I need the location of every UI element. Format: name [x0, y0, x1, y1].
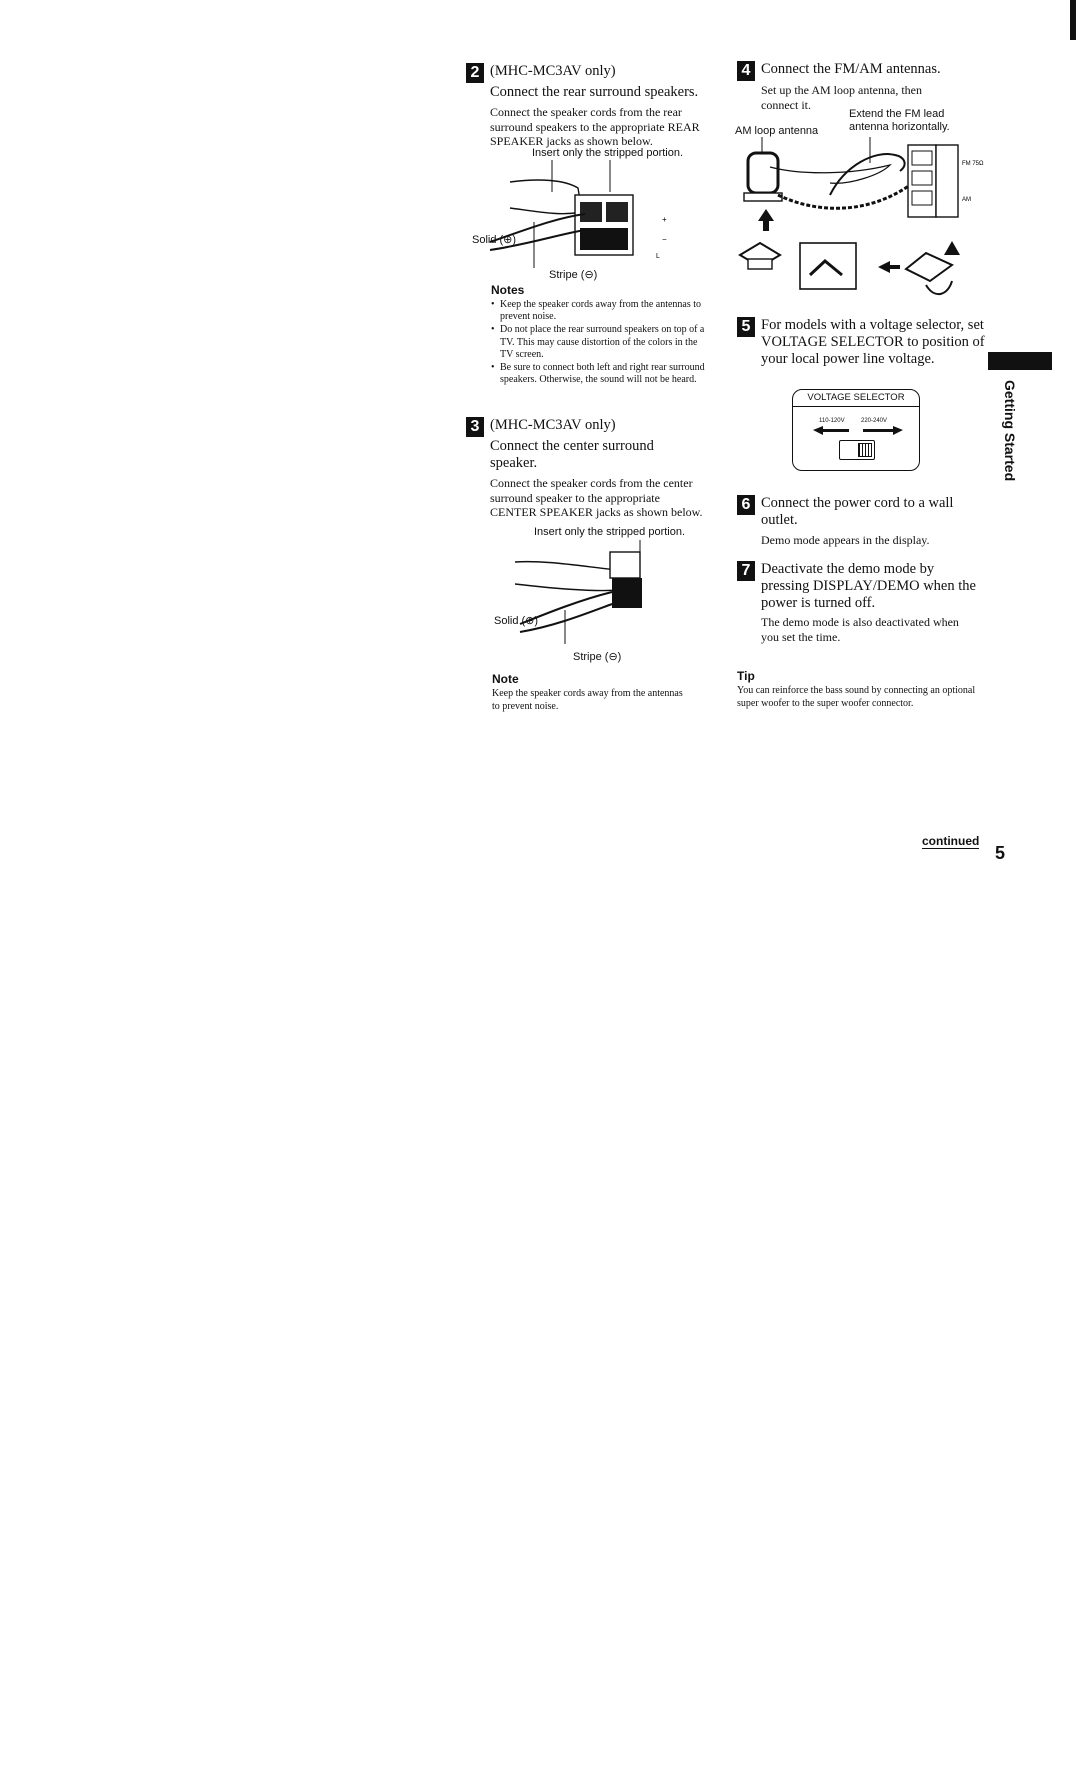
step-title: Deactivate the demo mode by pressing DISPLAY/DEMO when the power is turned off. — [761, 561, 976, 611]
step-text: Connect the speaker cords from the center surround speaker to the appropriate CENTER SPEAKER jacks as shown below. — [490, 476, 703, 519]
voltage-low-label: 110-120V — [819, 418, 845, 424]
note-item: • Do not place the rear surround speakers on top of a TV. This may cause distortion of the colors in the TV screen. — [491, 324, 711, 361]
step-number: 2 — [466, 63, 484, 83]
voltage-switch[interactable] — [839, 440, 875, 460]
solid-label: Solid (⊕) — [472, 234, 517, 246]
step-7-block — [737, 561, 987, 644]
insert-label: Insert only the stripped portion. — [532, 147, 684, 159]
note-item: • Keep the speaker cords away from the antennas to prevent noise. — [491, 299, 711, 323]
section-tab-marker — [988, 352, 1052, 370]
step-model: (MHC-MC3AV only) — [490, 63, 616, 79]
notes-block — [491, 283, 711, 387]
svg-text:L: L — [656, 253, 660, 260]
note-heading: Note — [492, 672, 519, 686]
step-text: The demo mode is also deactivated when you set the time. — [761, 615, 959, 644]
note-block — [492, 672, 692, 713]
svg-text:+: + — [662, 215, 667, 224]
center-speaker-illustration — [500, 540, 660, 650]
antenna-illustration — [730, 135, 990, 300]
notes-heading: Notes — [491, 283, 525, 297]
step-5-block — [737, 317, 987, 368]
fm-antenna-label: Extend the FM lead antenna horizontally. — [849, 108, 950, 133]
step-number: 5 — [737, 317, 755, 337]
tip-heading: Tip — [737, 669, 755, 683]
svg-text:−: − — [662, 235, 667, 244]
step-number: 4 — [737, 61, 755, 81]
page-number: 5 — [995, 843, 1006, 863]
step-title: Connect the FM/AM antennas. — [761, 61, 941, 77]
step-3-block — [466, 417, 716, 520]
step-text: Connect the speaker cords from the rear surround speakers to the appropriate REAR SPEAKER jacks as shown below. — [490, 105, 700, 148]
step-number: 6 — [737, 495, 755, 515]
section-tab-label: Getting Started — [1002, 380, 1018, 482]
page-edge-mark — [1070, 0, 1076, 40]
voltage-switch-knob — [858, 443, 872, 457]
insert-label: Insert only the stripped portion. — [534, 526, 686, 538]
stripe-label: Stripe (⊖) — [573, 651, 622, 663]
step-title: Connect the power cord to a wall outlet. — [761, 495, 954, 528]
rear-speaker-illustration — [470, 160, 670, 280]
am-antenna-label: AM loop antenna — [735, 125, 819, 137]
solid-label: Solid (⊕) — [494, 615, 539, 627]
tip-block — [737, 669, 977, 710]
step-number: 3 — [466, 417, 484, 437]
step-text: Demo mode appears in the display. — [761, 533, 930, 547]
step-title: For models with a voltage selector, set VOLTAGE SELECTOR to position of your local power line voltage. — [761, 317, 985, 367]
step-model: (MHC-MC3AV only) — [490, 417, 616, 433]
step-title: Connect the rear surround speakers. — [490, 84, 699, 100]
step-number: 7 — [737, 561, 755, 581]
voltage-high-label: 220-240V — [861, 418, 888, 424]
note-text: Keep the speaker cords away from the antennas to prevent noise. — [492, 688, 683, 712]
stripe-label: Stripe (⊖) — [549, 269, 598, 281]
voltage-arrows — [813, 426, 903, 436]
continued-label: continued — [922, 834, 980, 848]
step-title: Connect the center surround speaker. — [490, 438, 654, 471]
step-4-block — [737, 61, 987, 112]
voltage-selector-label: VOLTAGE SELECTOR — [793, 390, 919, 407]
voltage-selector-panel — [792, 389, 920, 471]
fm-jack-label: FM 75Ω — [962, 161, 984, 167]
step-text: Set up the AM loop antenna, then connect it. — [761, 83, 922, 112]
tip-text: You can reinforce the bass sound by connecting an optional super woofer to the super woofer connector. — [737, 685, 976, 709]
step-2-block — [466, 63, 716, 149]
am-jack-label: AM — [962, 197, 971, 203]
step-6-block — [737, 495, 987, 548]
note-item: • Be sure to connect both left and right rear surround speakers. Otherwise, the sound will not be heard. — [491, 362, 711, 386]
